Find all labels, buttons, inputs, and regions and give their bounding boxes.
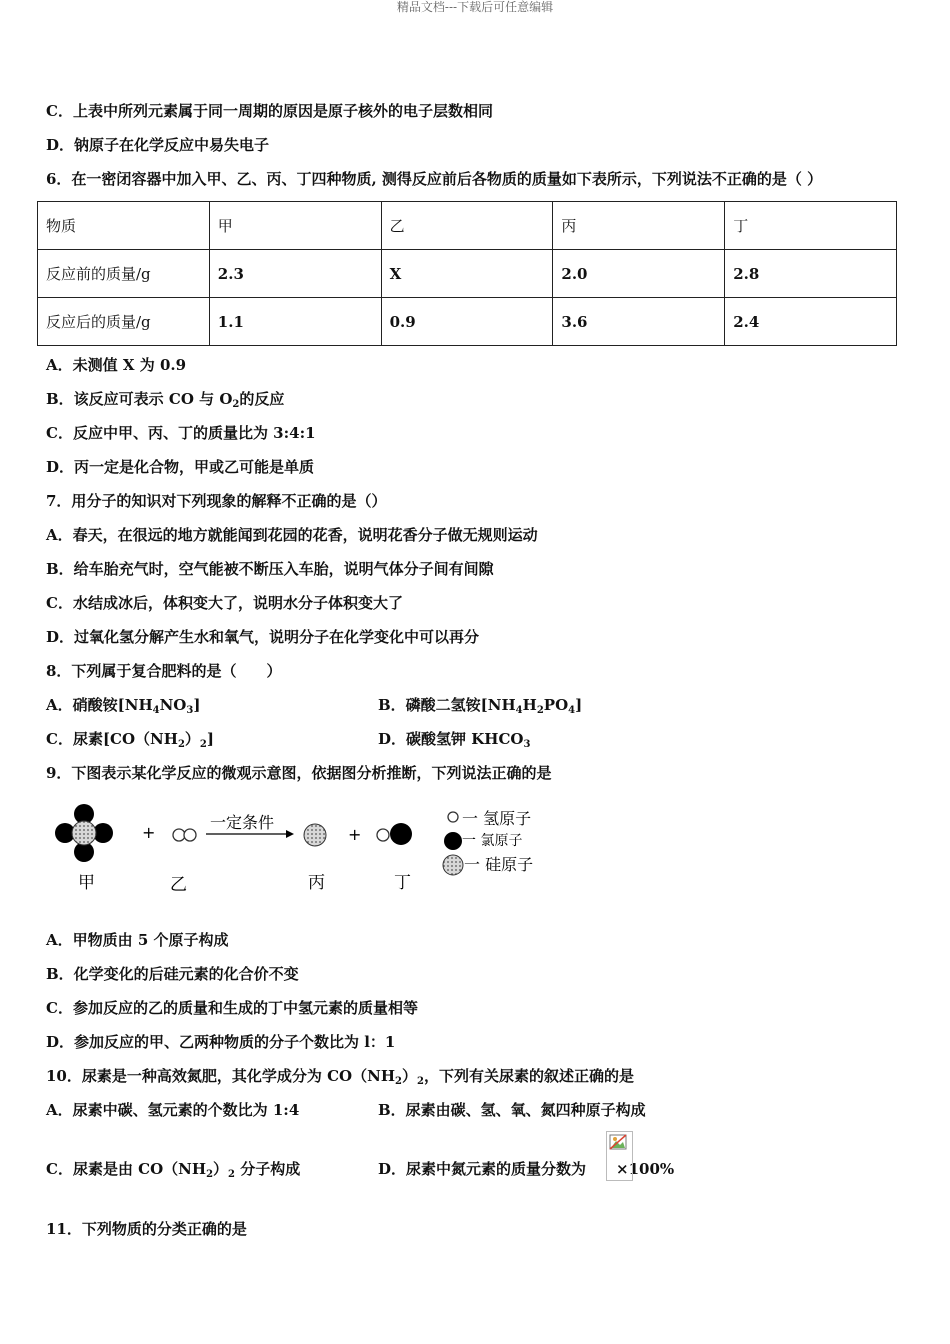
arrow-label: 一定条件 <box>210 813 275 832</box>
subscript: 3 <box>186 705 194 716</box>
label-jia: 甲 <box>78 873 95 893</box>
question-8-stem: 8．下列属于复合肥料的是（ ） <box>46 662 282 680</box>
option-10a: A．尿素中碳、氢元素的个数比为 1:4 <box>46 1101 300 1119</box>
mass-table <box>37 201 897 346</box>
legend-silicon: 一 硅原子 <box>464 855 534 874</box>
subscript: 2 <box>228 1169 236 1180</box>
label-yi: 乙 <box>170 875 187 895</box>
option-8c <box>46 729 214 749</box>
broken-image-icon <box>607 1132 632 1154</box>
plus-sign: + <box>142 823 156 842</box>
text-part: D．碳酸氢钾 KHCO <box>378 730 524 748</box>
plus-sign: + <box>348 825 362 844</box>
table-header-cell: 物质 <box>38 202 210 250</box>
text-part: 的反应 <box>239 390 285 408</box>
molecule-jia <box>55 804 113 862</box>
option-8d <box>378 729 530 749</box>
option-10b: B．尿素由碳、氢、氧、氮四种原子构成 <box>378 1101 646 1119</box>
molecule-yi <box>173 829 196 841</box>
table-header-cell: 丙 <box>553 202 725 250</box>
text-part: A．硝酸铵[NH <box>46 696 153 714</box>
table-cell: 2.3 <box>209 250 381 298</box>
table-row <box>38 202 897 250</box>
table-cell: 2.4 <box>725 298 897 346</box>
legend-chlorine-icon <box>444 832 462 850</box>
option-6c: C．反应中甲、丙、丁的质量比为 3:4:1 <box>46 424 316 442</box>
text-part: ，下列有关尿素的叙述正确的是 <box>423 1067 634 1085</box>
text-part: B．磷酸二氢铵[NH <box>378 696 516 714</box>
option-7a: A．春天，在很远的地方就能闻到花园的花香，说明花香分子做无规则运动 <box>46 526 538 544</box>
subscript: 3 <box>523 739 531 750</box>
question-10-stem <box>46 1066 634 1086</box>
table-header-cell: 丁 <box>725 202 897 250</box>
subscript: 2 <box>536 705 544 716</box>
subscript: 2 <box>416 1076 424 1087</box>
text-part: ] <box>575 696 583 714</box>
text-part: ×100% <box>616 1160 675 1178</box>
reaction-diagram <box>50 800 550 900</box>
legend-silicon-icon <box>443 855 463 875</box>
arrow-head-icon <box>286 830 294 838</box>
text-part: B．该反应可表示 CO 与 O <box>46 390 233 408</box>
text-part: 10．尿素是一种高效氮肥，其化学成分为 CO（NH <box>46 1067 395 1085</box>
subscript: 4 <box>152 705 160 716</box>
question-6-stem: 6．在一密闭容器中加入甲、乙、丙、丁四种物质, 测得反应前后各物质的质量如下表所示，下列说法不正确的是（ ） <box>46 170 823 188</box>
text-part: ） <box>213 1160 229 1178</box>
option-6d: D．丙一定是化合物，甲或乙可能是单质 <box>46 458 315 476</box>
page-header: 精品文档---下载后可任意编辑 <box>396 0 554 14</box>
table-cell: 3.6 <box>553 298 725 346</box>
label-ding: 丁 <box>394 873 411 893</box>
label-bing: 丙 <box>308 873 325 893</box>
text-part: C．尿素[CO（NH <box>46 730 178 748</box>
subscript: 2 <box>177 739 185 750</box>
text-part: NO <box>159 696 187 714</box>
table-row <box>38 298 897 346</box>
legend-chlorine: 一 氯原子 <box>462 833 523 849</box>
option-6a: A．未测值 X 为 0.9 <box>46 356 187 374</box>
question-11-stem: 11．下列物质的分类正确的是 <box>46 1220 247 1238</box>
table-cell: X <box>381 250 553 298</box>
text-part: ） <box>401 1067 417 1085</box>
option-7d: D．过氧化氢分解产生水和氧气，说明分子在化学变化中可以再分 <box>46 628 480 646</box>
option-6b <box>46 389 284 409</box>
option-8b <box>378 695 582 715</box>
text-part: ） <box>184 730 200 748</box>
molecule-ding <box>377 823 412 845</box>
subscript: 2 <box>199 739 207 750</box>
molecule-bing <box>304 824 326 846</box>
option-7c: C．水结成冰后，体积变大了，说明水分子体积变大了 <box>46 594 403 612</box>
text-part: D．尿素中氮元素的质量分数为 <box>378 1160 587 1178</box>
table-cell: 2.0 <box>553 250 725 298</box>
table-cell: 反应后的质量/g <box>38 298 210 346</box>
table-header-cell: 甲 <box>209 202 381 250</box>
legend-hydrogen: 一 氢原子 <box>462 809 532 828</box>
option-9a: A．甲物质由 5 个原子构成 <box>46 931 229 949</box>
broken-image-placeholder <box>606 1131 633 1181</box>
table-cell: 0.9 <box>381 298 553 346</box>
table-header-cell: 乙 <box>381 202 553 250</box>
subscript: 4 <box>515 705 523 716</box>
option-9c: C．参加反应的乙的质量和生成的丁中氢元素的质量相等 <box>46 999 418 1017</box>
subscript: 4 <box>568 705 576 716</box>
table-row <box>38 250 897 298</box>
table-cell: 2.8 <box>725 250 897 298</box>
question-9-stem: 9．下图表示某化学反应的微观示意图，依据图分析推断，下列说法正确的是 <box>46 764 552 782</box>
table-cell: 1.1 <box>209 298 381 346</box>
option-9d: D．参加反应的甲、乙两种物质的分子个数比为 l：1 <box>46 1033 396 1051</box>
text-part: 分子构成 <box>235 1160 301 1178</box>
option-10c <box>46 1159 300 1179</box>
subscript: 2 <box>232 399 240 410</box>
option-7b: B．给车胎充气时，空气能被不断压入车胎，说明气体分子间有间隙 <box>46 560 494 578</box>
legend-hydrogen-icon <box>448 812 458 822</box>
option-8a <box>46 695 200 715</box>
question-7-stem: 7．用分子的知识对下列现象的解释不正确的是（） <box>46 492 387 510</box>
text-part: ] <box>206 730 214 748</box>
text-part: ] <box>193 696 201 714</box>
text-part: H <box>522 696 537 714</box>
text-part: PO <box>543 696 569 714</box>
text-part: C．尿素是由 CO（NH <box>46 1160 207 1178</box>
subscript: 2 <box>395 1076 402 1087</box>
option-9b: B．化学变化的后硅元素的化合价不变 <box>46 965 299 983</box>
option-5d: D．钠原子在化学反应中易失电子 <box>46 136 270 154</box>
subscript: 2 <box>206 1169 214 1180</box>
option-5c: C．上表中所列元素属于同一周期的原因是原子核外的电子层数相同 <box>46 102 493 120</box>
table-cell: 反应前的质量/g <box>38 250 210 298</box>
